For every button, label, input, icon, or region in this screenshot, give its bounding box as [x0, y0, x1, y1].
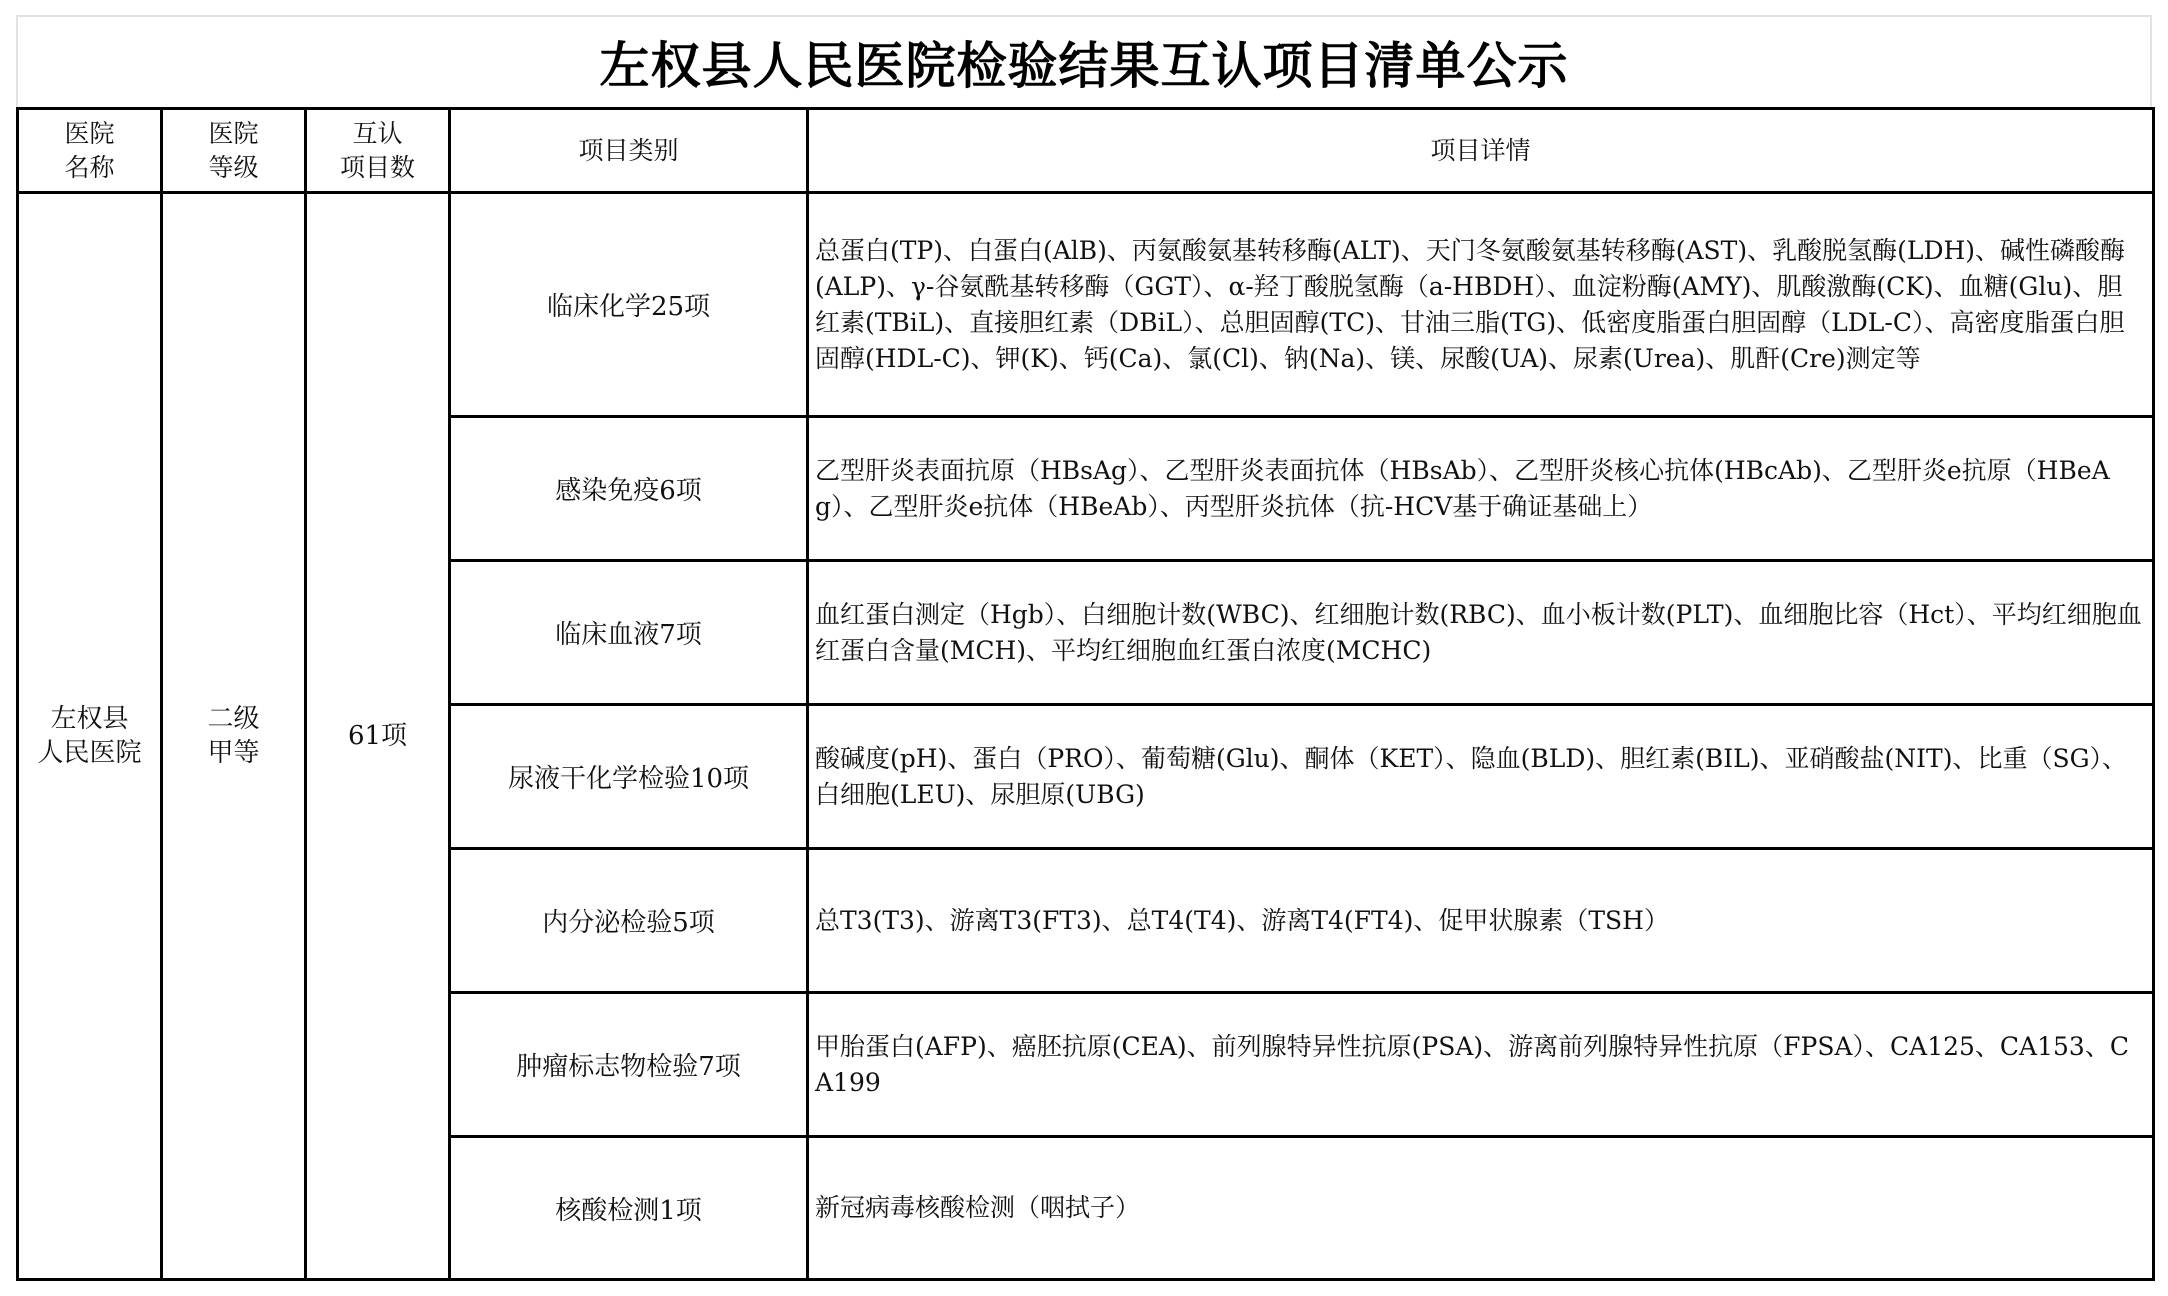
category-cell: 核酸检测1项 [450, 1137, 808, 1280]
details-cell: 酸碱度(pH)、蛋白（PRO）、葡萄糖(Glu)、酮体（KET）、隐血(BLD)、胆红素(BIL)、亚硝酸盐(NIT)、比重（SG）、白细胞(LEU)、尿胆原(UBG) [808, 705, 2154, 849]
category-cell: 临床血液7项 [450, 561, 808, 705]
details-cell: 乙型肝炎表面抗原（HBsAg）、乙型肝炎表面抗体（HBsAb）、乙型肝炎核心抗体(HBcAb)、乙型肝炎e抗原（HBeAg）、乙型肝炎e抗体（HBeAb）、丙型肝炎抗体（抗-HCV基于确证基础上） [808, 417, 2154, 561]
category-cell: 临床化学25项 [450, 193, 808, 417]
table-row [18, 193, 2154, 417]
hospital-name-line: 左权县 [50, 704, 129, 734]
header-details: 项目详情 [808, 109, 2154, 193]
hospital-level-line: 二级 [207, 704, 260, 734]
hospital-name-line: 人民医院 [37, 738, 142, 768]
details-cell: 总T3(T3)、游离T3(FT3)、总T4(T4)、游离T4(FT4)、促甲状腺素（TSH） [808, 849, 2154, 993]
header-text: 医院 [64, 118, 115, 148]
header-hospital-name [18, 109, 162, 193]
header-text: 医院 [208, 118, 259, 148]
header-text: 名称 [64, 152, 115, 182]
total-items-cell: 61项 [306, 193, 450, 1280]
header-text: 互认 [352, 118, 403, 148]
header-text: 等级 [208, 152, 259, 182]
header-text: 项目数 [339, 152, 415, 182]
category-cell: 尿液干化学检验10项 [450, 705, 808, 849]
category-cell: 感染免疫6项 [450, 417, 808, 561]
details-cell: 血红蛋白测定（Hgb）、白细胞计数(WBC)、红细胞计数(RBC)、血小板计数(PLT)、血细胞比容（Hct）、平均红细胞血红蛋白含量(MCH)、平均红细胞血红蛋白浓度(MCHC) [808, 561, 2154, 705]
table-header-row [18, 109, 2154, 193]
notice-sheet [16, 15, 2152, 1279]
title-row [16, 15, 2152, 107]
hospital-level-cell [162, 193, 306, 1280]
page-title: 左权县人民医院检验结果互认项目清单公示 [599, 36, 1569, 95]
hospital-name-cell [18, 193, 162, 1280]
category-cell: 内分泌检验5项 [450, 849, 808, 993]
details-cell: 甲胎蛋白(AFP)、癌胚抗原(CEA)、前列腺特异性抗原(PSA)、游离前列腺特异性抗原（FPSA）、CA125、CA153、CA199 [808, 993, 2154, 1137]
header-hospital-level [162, 109, 306, 193]
details-cell: 新冠病毒核酸检测（咽拭子） [808, 1137, 2154, 1280]
mutual-recognition-table [16, 107, 2155, 1281]
category-cell: 肿瘤标志物检验7项 [450, 993, 808, 1137]
hospital-level-line: 甲等 [207, 738, 260, 768]
header-category: 项目类别 [450, 109, 808, 193]
header-item-count [306, 109, 450, 193]
details-cell: 总蛋白(TP)、白蛋白(AlB)、丙氨酸氨基转移酶(ALT)、天门冬氨酸氨基转移酶(AST)、乳酸脱氢酶(LDH)、碱性磷酸酶(ALP)、γ-谷氨酰基转移酶（GGT）、α-羟丁酸脱氢酶（a-HBDH）、血淀粉酶(AMY)、肌酸激酶(CK)、血糖(Glu)、胆红素(TBiL)、直接胆红素（DBiL）、总胆固醇(TC)、甘油三脂(TG)、低密度脂蛋白胆固醇（LDL-C）、高密度脂蛋白胆固醇(HDL-C)、钾(K)、钙(Ca)、氯(Cl)、钠(Na)、镁、尿酸(UA)、尿素(Urea)、肌酐(Cre)测定等 [808, 193, 2154, 417]
